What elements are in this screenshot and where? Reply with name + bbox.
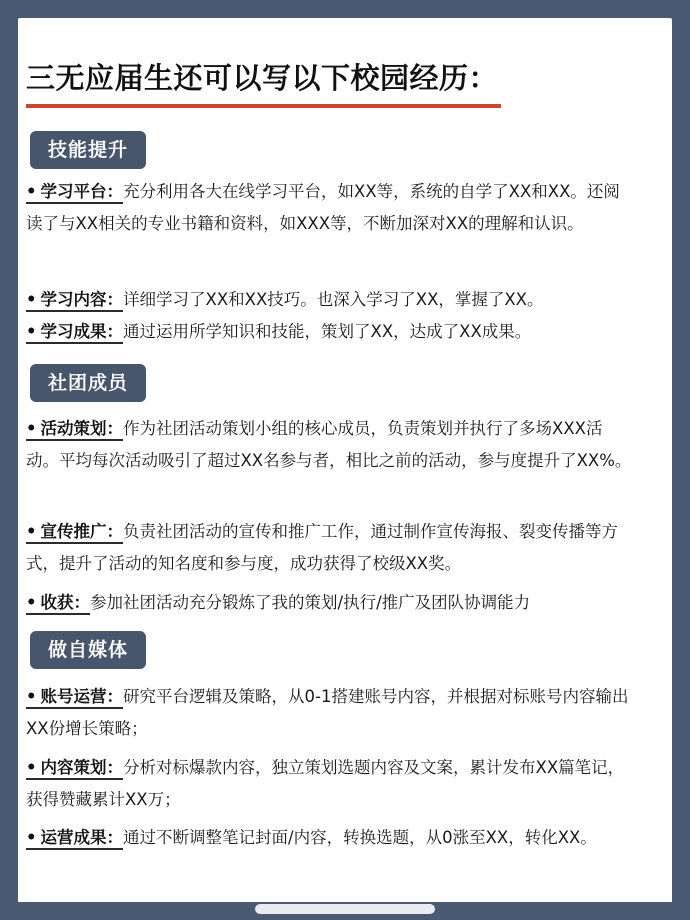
list-item-promotion: [26, 516, 634, 580]
item-label-text: 内容策划：: [40, 758, 124, 777]
item-text: 充分利用各大在线学习平台，如XX等，系统的自学了XX和XX。还阅读了与XX相关的专业书籍和资料，如XXX等，不断加深对XX的理解和认识。: [26, 182, 620, 233]
item-text: 负责社团活动的宣传和推广工作，通过制作宣传海报、裂变传播等方式，提升了活动的知名度和参与度，成功获得了校级XX奖。: [26, 522, 619, 573]
item-label: [26, 419, 123, 441]
list-item-gains: [26, 587, 634, 619]
bullet-icon: •: [26, 687, 37, 706]
page-title: 三无应届生还可以写以下校园经历：: [26, 61, 499, 95]
item-text: 通过不断调整笔记封面/内容，转换选题，从0涨至XX，转化XX。: [123, 828, 597, 847]
item-text: 详细学习了XX和XX技巧。也深入学习了XX，掌握了XX。: [123, 290, 544, 309]
item-label-text: 宣传推广：: [40, 522, 124, 541]
item-text: 通过运用所学知识和技能，策划了XX，达成了XX成果。: [123, 322, 532, 341]
list-item-study-results: [26, 316, 634, 348]
section-badge-skills: 技能提升: [30, 131, 146, 169]
item-label: [26, 290, 123, 312]
section-badge-self-media: 做自媒体: [30, 631, 146, 669]
item-text: 研究平台逻辑及策略，从0-1搭建账号内容，并根据对标账号内容输出XX份增长策略；: [26, 687, 629, 738]
bullet-icon: •: [26, 290, 37, 309]
item-label: [26, 522, 123, 544]
item-label-text: 学习平台：: [40, 182, 124, 201]
bullet-icon: •: [26, 419, 37, 438]
bullet-icon: •: [26, 828, 37, 847]
bottom-highlight: [255, 904, 435, 914]
item-label: [26, 758, 123, 780]
item-label: [26, 593, 90, 615]
item-label-text: 学习内容：: [40, 290, 124, 309]
item-label-text: 收获：: [40, 593, 91, 612]
bullet-icon: •: [26, 758, 37, 777]
list-item-content-planning: [26, 752, 634, 816]
bullet-icon: •: [26, 182, 37, 201]
item-label: [26, 182, 123, 204]
item-label-text: 活动策划：: [40, 419, 124, 438]
list-item-account-operation: [26, 681, 634, 745]
item-label: [26, 322, 123, 344]
bullet-icon: •: [26, 322, 37, 341]
item-label: [26, 687, 123, 709]
item-label-text: 账号运营：: [40, 687, 124, 706]
list-item-event-planning: [26, 413, 634, 477]
item-label-text: 运营成果：: [40, 828, 124, 847]
list-item-operation-results: [26, 822, 634, 854]
bullet-icon: •: [26, 593, 37, 612]
list-item-study-content: [26, 284, 634, 316]
bullet-icon: •: [26, 522, 37, 541]
item-text: 参加社团活动充分锻炼了我的策划/执行/推广及团队协调能力: [90, 593, 531, 612]
section-badge-club: 社团成员: [30, 364, 146, 402]
item-text: 分析对标爆款内容，独立策划选题内容及文案，累计发布XX篇笔记，获得赞藏累计XX万；: [26, 758, 625, 809]
item-label: [26, 828, 123, 850]
item-text: 作为社团活动策划小组的核心成员，负责策划并执行了多场XXX活动。平均每次活动吸引了超过XX名参与者，相比之前的活动，参与度提升了XX%。: [26, 419, 632, 470]
item-label-text: 学习成果：: [40, 322, 124, 341]
title-underline: [26, 104, 501, 108]
list-item-study-platform: [26, 176, 634, 240]
